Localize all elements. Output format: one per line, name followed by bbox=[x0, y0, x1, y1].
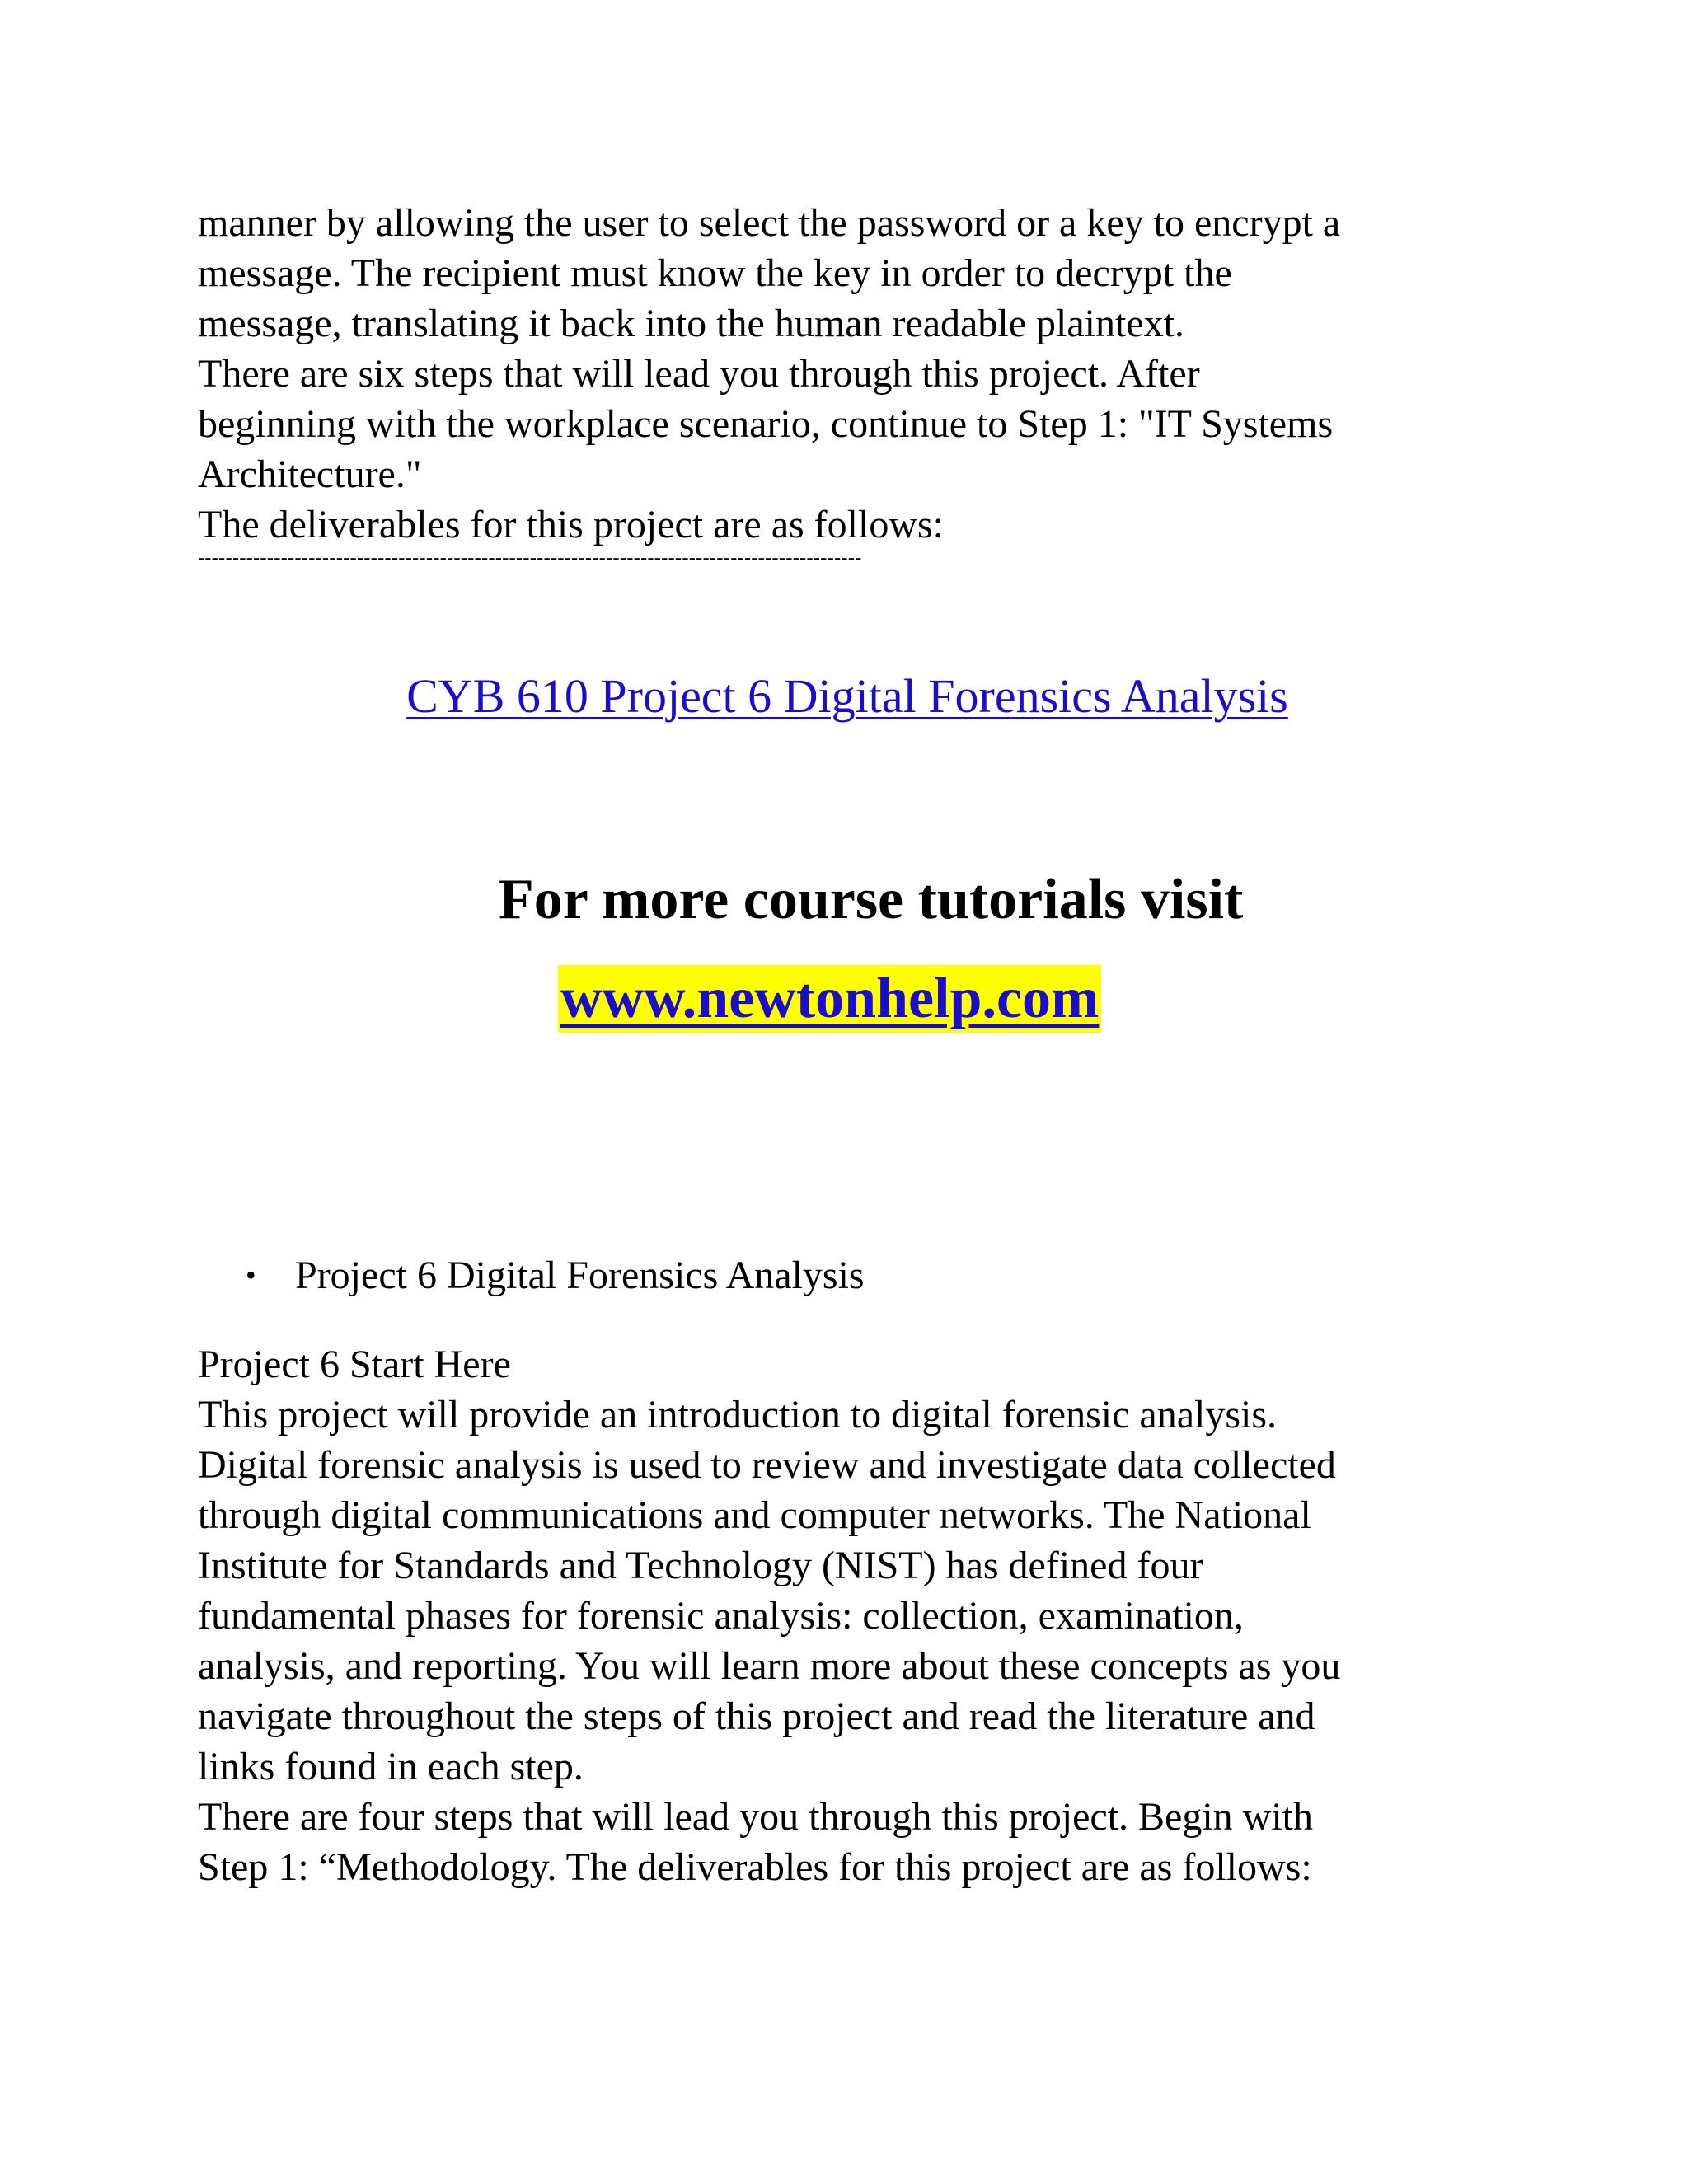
text-line: message, translating it back into the human readable plaintext. bbox=[198, 302, 1184, 345]
text-line: Project 6 Start Here bbox=[198, 1343, 511, 1386]
text-line: Digital forensic analysis is used to review and investigate data collected bbox=[198, 1443, 1336, 1487]
promo-heading: For more course tutorials visit bbox=[499, 868, 1244, 931]
intro-paragraph bbox=[198, 198, 1340, 550]
project-title-link[interactable]: CYB 610 Project 6 Digital Forensics Analysis bbox=[406, 669, 1288, 723]
text-line: There are four steps that will lead you through this project. Begin with bbox=[198, 1795, 1313, 1839]
text-line: Institute for Standards and Technology (NIST) has defined four bbox=[198, 1544, 1203, 1587]
body-paragraph bbox=[198, 1339, 1340, 1892]
bullet-list-item bbox=[246, 1250, 865, 1301]
bullet-icon: • bbox=[246, 1258, 256, 1291]
bullet-text: Project 6 Digital Forensics Analysis bbox=[295, 1254, 865, 1297]
text-line: There are six steps that will lead you through this project. After bbox=[198, 352, 1200, 396]
text-line: through digital communications and computer networks. The National bbox=[198, 1493, 1311, 1537]
promo-link-highlight bbox=[558, 965, 1101, 1033]
text-line: The deliverables for this project are as follows: bbox=[198, 503, 945, 546]
project-title-container bbox=[0, 668, 1688, 725]
text-line: navigate throughout the steps of this project and read the literature and bbox=[198, 1694, 1315, 1738]
text-line: Step 1: “Methodology. The deliverables for this project are as follows: bbox=[198, 1845, 1312, 1889]
text-line: message. The recipient must know the key in order to decrypt the bbox=[198, 251, 1232, 295]
text-line: analysis, and reporting. You will learn more about these concepts as you bbox=[198, 1644, 1341, 1688]
text-line: Architecture." bbox=[198, 452, 422, 496]
promo-website-link[interactable]: www.newtonhelp.com bbox=[560, 967, 1100, 1030]
text-line: This project will provide an introduction to digital forensic analysis. bbox=[198, 1393, 1278, 1436]
text-line: beginning with the workplace scenario, continue to Step 1: "IT Systems bbox=[198, 402, 1334, 446]
text-line: fundamental phases for forensic analysis: collection, examination, bbox=[198, 1594, 1244, 1638]
dashed-separator: ------------------------------------------------------------------------------------------------ bbox=[198, 547, 862, 569]
text-line: manner by allowing the user to select the password or a key to encrypt a bbox=[198, 201, 1341, 245]
text-line: links found in each step. bbox=[198, 1745, 584, 1788]
